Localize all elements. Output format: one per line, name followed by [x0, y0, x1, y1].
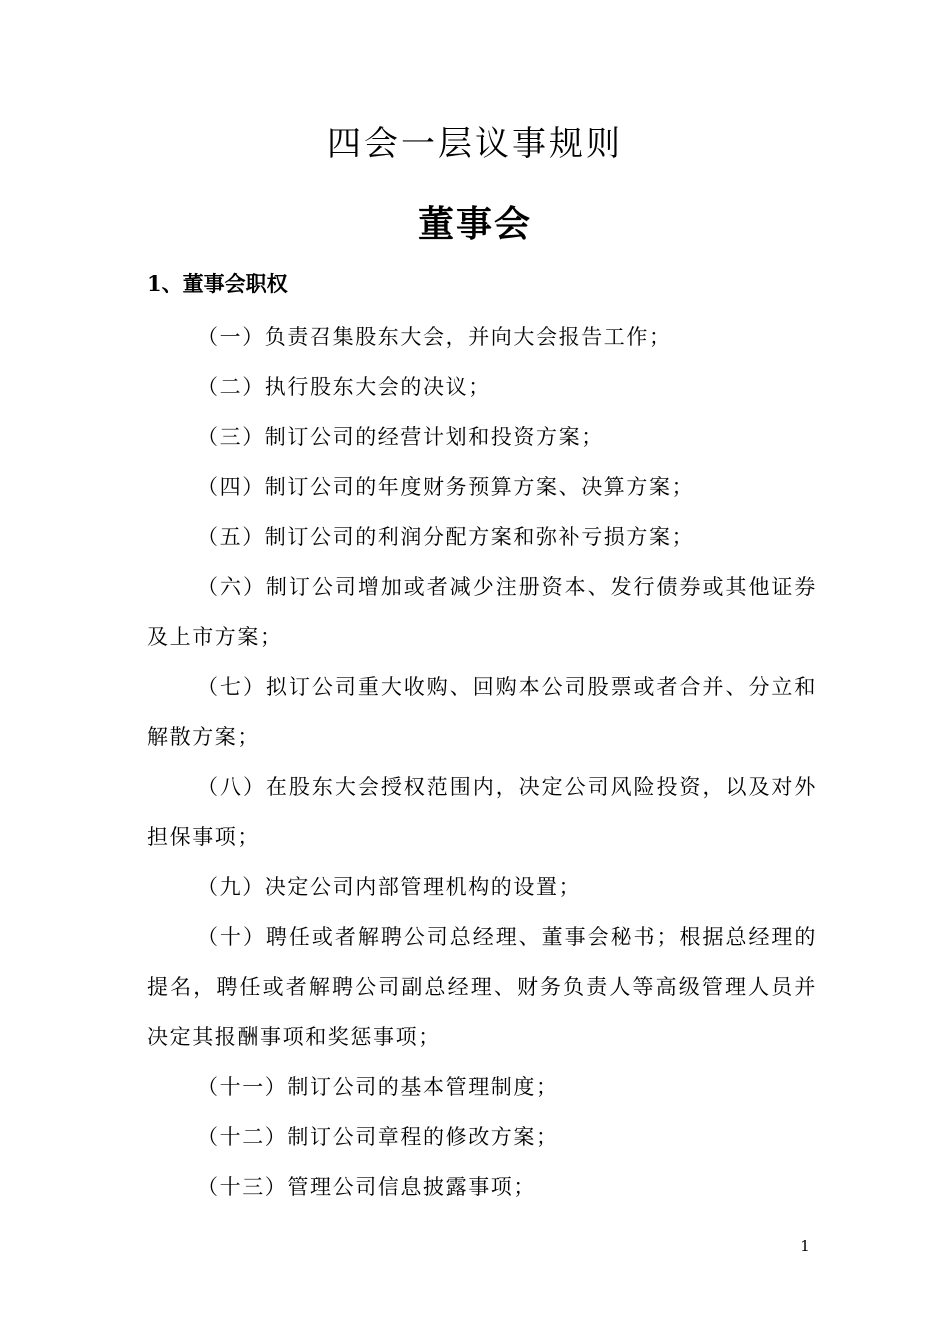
paragraph: （八）在股东大会授权范围内，决定公司风险投资，以及对外担保事项；	[147, 775, 817, 849]
paragraph: （十一）制订公司的基本管理制度；	[197, 1075, 559, 1099]
document-title: 四会一层议事规则	[327, 124, 623, 164]
document-body	[147, 312, 817, 1212]
page-number: 1	[800, 1237, 810, 1255]
paragraph: （五）制订公司的利润分配方案和弥补亏损方案；	[197, 525, 695, 549]
paragraph: （六）制订公司增加或者减少注册资本、发行债券或其他证券及上市方案；	[147, 575, 817, 649]
paragraph: （七）拟订公司重大收购、回购本公司股票或者合并、分立和解散方案；	[147, 675, 817, 749]
section-title: 董事会	[417, 203, 532, 245]
paragraph: （三）制订公司的经营计划和投资方案；	[197, 425, 604, 449]
subsection-title: 1、董事会职权	[147, 271, 288, 296]
paragraph: （一）负责召集股东大会，并向大会报告工作；	[197, 325, 672, 349]
paragraph: （十）聘任或者解聘公司总经理、董事会秘书；根据总经理的提名，聘任或者解聘公司副总经理、财务负责人等高级管理人员并决定其报酬事项和奖惩事项；	[147, 925, 817, 1049]
paragraph: （十二）制订公司章程的修改方案；	[197, 1125, 559, 1149]
paragraph: （九）决定公司内部管理机构的设置；	[197, 875, 582, 899]
paragraph: （十三）管理公司信息披露事项；	[197, 1175, 536, 1199]
paragraph: （二）执行股东大会的决议；	[197, 375, 491, 399]
paragraph: （四）制订公司的年度财务预算方案、决算方案；	[197, 475, 695, 499]
